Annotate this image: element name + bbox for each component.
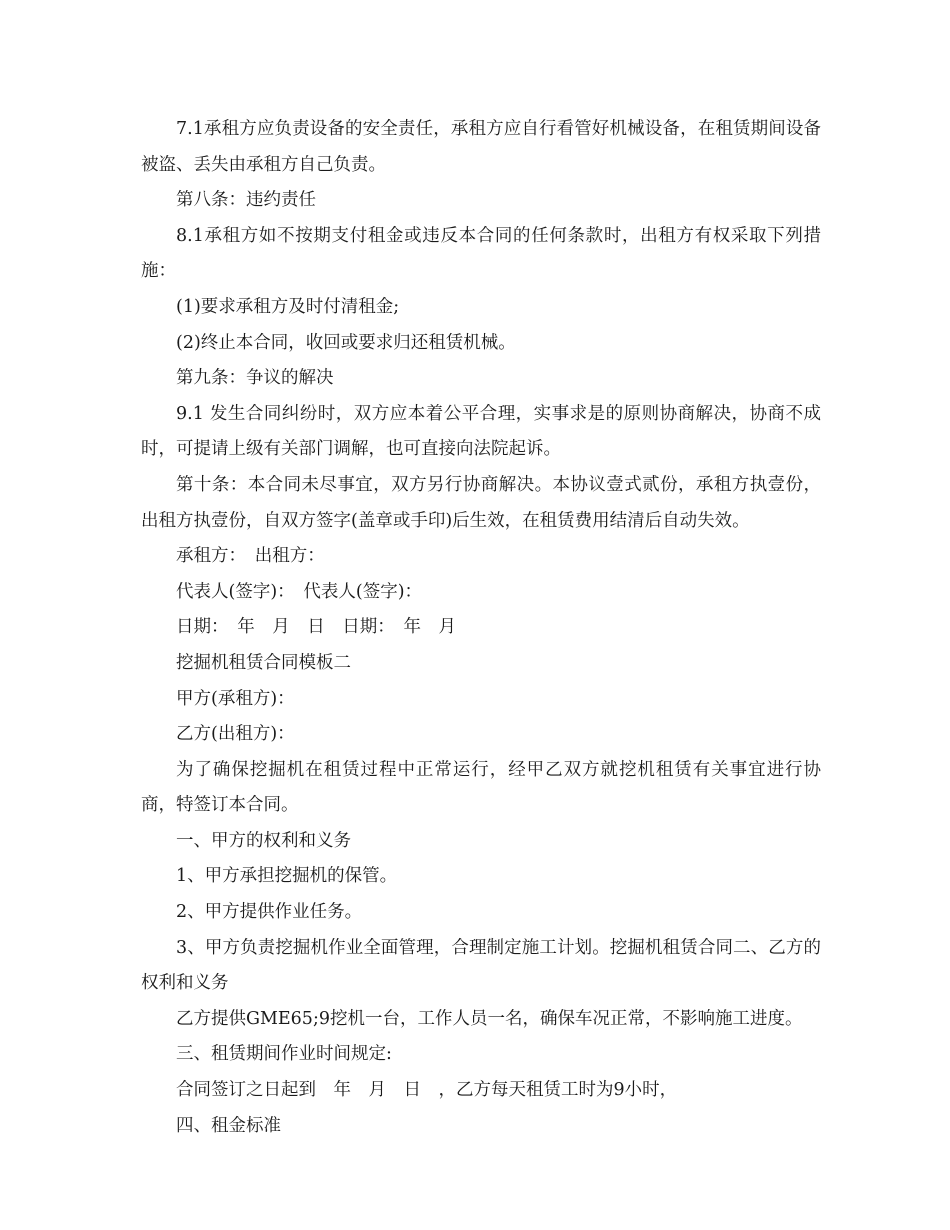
list-item-1: (1)要求承租方及时付清租金; bbox=[176, 296, 400, 317]
list-item-2: (2)终止本合同，收回或要求归还租赁机械。 bbox=[176, 332, 516, 353]
document-body bbox=[141, 112, 821, 1144]
section-1-item-3: 3、甲方负责挖掘机作业全面管理，合理制定施工计划。挖掘机租赁合同二、乙方的权利和义务 bbox=[141, 937, 821, 994]
heading-article-9: 第九条：争议的解决 bbox=[176, 368, 334, 389]
signature-representatives: 代表人(签字)： 代表人(签字)： bbox=[176, 581, 423, 602]
preamble: 为了确保挖掘机在租赁过程中正常运行，经甲乙双方就挖机租赁有关事宜进行协商，特签订本合同。 bbox=[141, 759, 821, 816]
section-3-content: 合同签订之日起到 年 月 日 ，乙方每天租赁工时为9小时， bbox=[176, 1080, 678, 1101]
signature-dates: 日期： 年 月 日 日期： 年 月 bbox=[176, 617, 456, 638]
party-b: 乙方(出租方)： bbox=[176, 724, 295, 745]
paragraph-8-1: 8.1承租方如不按期支付租金或违反本合同的任何条款时，出租方有权采取下列措施： bbox=[141, 225, 821, 282]
section-1-heading: 一、甲方的权利和义务 bbox=[176, 830, 351, 851]
paragraph-article-10: 第十条：本合同未尽事宜，双方另行协商解决。本协议壹式贰份，承租方执壹份，出租方执壹份，自双方签字(盖章或手印)后生效，在租赁费用结清后自动失效。 bbox=[141, 474, 821, 531]
heading-article-8: 第八条：违约责任 bbox=[176, 190, 316, 211]
signature-parties: 承租方： 出租方： bbox=[176, 546, 325, 567]
party-a: 甲方(承租方)： bbox=[176, 688, 295, 709]
section-1-item-1: 1、甲方承担挖掘机的保管。 bbox=[176, 866, 398, 887]
section-1-item-2: 2、甲方提供作业任务。 bbox=[176, 902, 363, 923]
section-4-heading: 四、租金标准 bbox=[176, 1115, 281, 1136]
section-3-heading: 三、租赁期间作业时间规定: bbox=[176, 1044, 392, 1065]
section-2-content: 乙方提供GME65;9挖机一台，工作人员一名，确保车况正常，不影响施工进度。 bbox=[176, 1008, 803, 1029]
template-two-title: 挖掘机租赁合同模板二 bbox=[176, 652, 351, 673]
paragraph-7-1: 7.1承租方应负责设备的安全责任，承租方应自行看管好机械设备，在租赁期间设备被盗、丢失由承租方自己负责。 bbox=[141, 119, 821, 175]
paragraph-9-1: 9.1 发生合同纠纷时，双方应本着公平合理，实事求是的原则协商解决，协商不成时，可提请上级有关部门调解，也可直接向法院起诉。 bbox=[141, 403, 821, 460]
